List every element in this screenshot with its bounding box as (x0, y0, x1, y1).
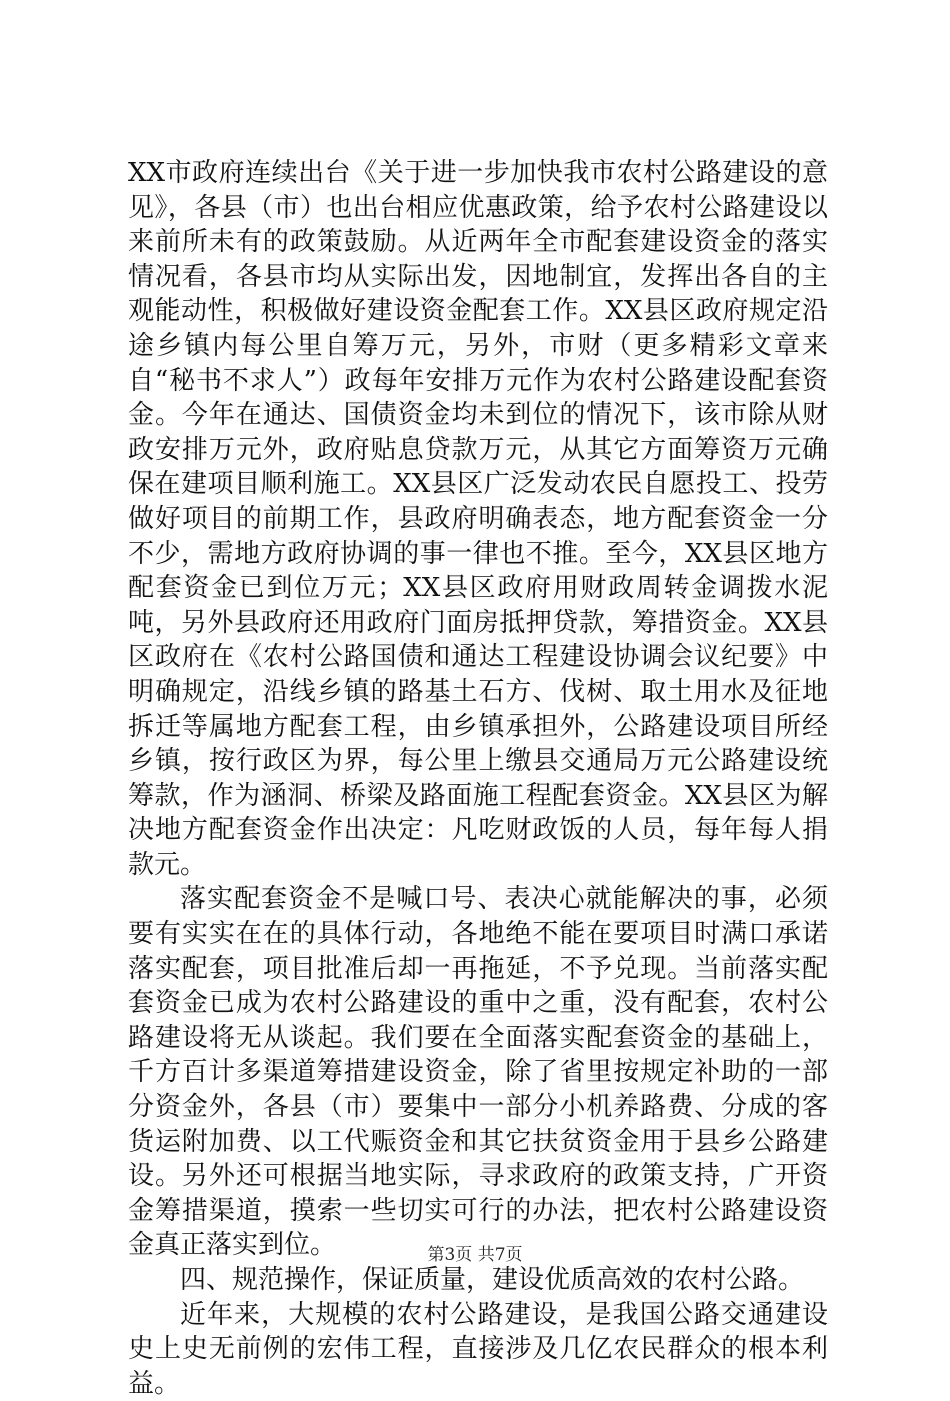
paragraph-1: XX市政府连续出台《关于进一步加快我市农村公路建设的意见》，各县（市）也出台相应优惠政策，给予农村公路建设以来前所未有的政策鼓励。从近两年全市配套建设资金的落实情况看，各县市均从实际出发，因地制宜，发挥出各自的主观能动性，积极做好建设资金配套工作。XX县区政府规定沿途乡镇内每公里自筹万元，另外，市财（更多精彩文章来自“秘书不求人”）政每年安排万元作为农村公路建设配套资金。今年在通达、国债资金均未到位的情况下，该市除从财政安排万元外，政府贴息贷款万元，从其它方面筹资万元确保在建项目顺利施工。XX县区广泛发动农民自愿投工、投劳做好项目的前期工作，县政府明确表态，地方配套资金一分不少，需地方政府协调的事一律也不推。至今，XX县区地方配套资金已到位万元；XX县区政府用财政周转金调拨水泥吨，另外县政府还用政府门面房抵押贷款，筹措资金。XX县区政府在《农村公路国债和通达工程建设协调会议纪要》中明确规定，沿线乡镇的路基土石方、伐树、取土用水及征地拆迁等属地方配套工程，由乡镇承担外，公路建设项目所经乡镇，按行政区为界，每公里上缴县交通局万元公路建设统筹款，作为涵洞、桥梁及路面施工程配套资金。XX县区为解决地方配套资金作出决定：凡吃财政饭的人员，每年每人捐款元。 (128, 158, 828, 880)
paragraph-2: 落实配套资金不是喊口号、表决心就能解决的事，必须要有实实在在的具体行动，各地绝不能在要项目时满口承诺落实配套，项目批准后却一再拖延，不予兑现。当前落实配套资金已成为农村公路建设的重中之重，没有配套，农村公路建设将无从谈起。我们要在全面落实配套资金的基础上，千方百计多渠道筹措建设资金，除了省里按规定补助的一部分资金外，各县（市）要集中一部分小机养路费、分成的客货运附加费、以工代赈资金和其它扶贫资金用于县乡公路建设。另外还可根据当地实际，寻求政府的政策支持，广开资金筹措渠道，摸索一些切实可行的办法，把农村公路建设资金真正落实到位。 (128, 884, 828, 1261)
paragraph-3: 近年来，大规模的农村公路建设，是我国公路交通建设史上史无前例的宏伟工程，直接涉及几亿农民群众的根本利益。 (128, 1299, 828, 1399)
section-heading-4: 四、规范操作，保证质量，建设优质高效的农村公路。 (180, 1265, 805, 1295)
document-body (128, 156, 828, 1401)
page-footer: 第3页 共7页 (427, 1245, 523, 1265)
